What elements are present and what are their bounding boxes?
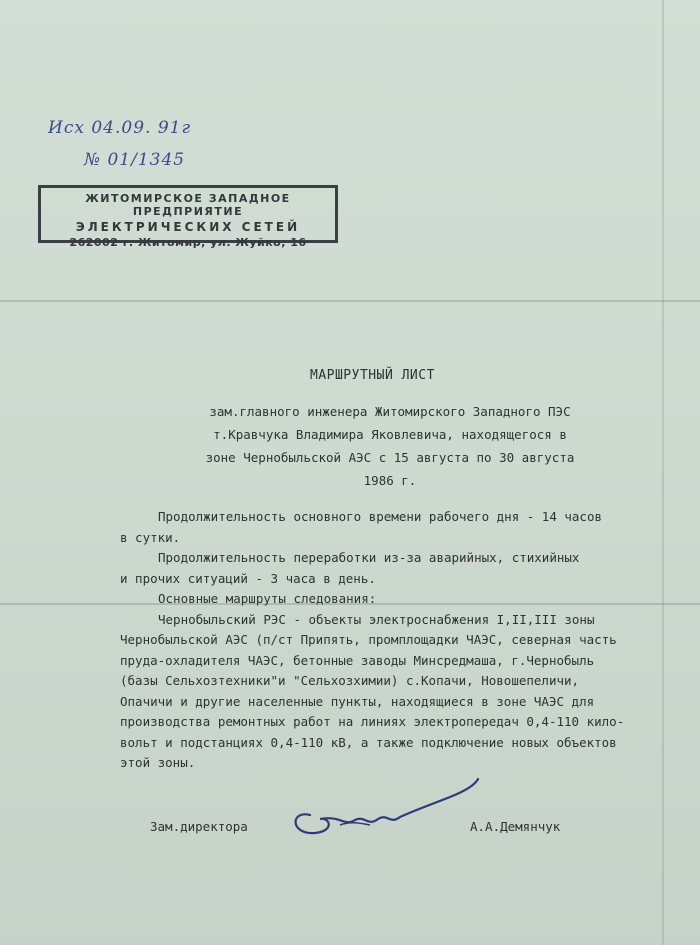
subtitle-line: т.Кравчука Владимира Яковлевича, находящегося в [213,427,567,442]
signature-name: А.А.Демянчук [470,819,561,834]
body-line: вольт и подстанциях 0,4-110 кВ, а также подключение новых объектов [120,734,617,750]
body-line: Продолжительность переработки из-за аварийных, стихийных [158,550,580,565]
handwritten-date: Исх 04.09. 91г [48,118,192,138]
body-line: Чернобыльский РЭС - объекты электроснабжения I,II,III зоны [158,611,595,627]
organization-stamp [38,185,338,249]
paper-fold [0,300,700,302]
body-line: Чернобыльской АЭС (п/ст Припять, промплощадки ЧАЭС, северная часть [120,632,617,647]
body-line: этой зоны. [120,755,196,770]
handwritten-number: № 01/1345 [84,150,186,170]
stamp-line: 262002 г. Житомир, ул. Жуйко, 16 [69,236,307,249]
document-body [120,507,660,774]
handwritten-signature [280,775,480,845]
stamp-line: ЖИТОМИРСКОЕ ЗАПАДНОЕ ПРЕДПРИЯТИЕ [85,192,291,218]
body-line: Основные маршруты следования: [158,591,377,606]
body-line: пруда-охладителя ЧАЭС, бетонные заводы Минсредмаша, г.Чернобыль [120,652,595,668]
paper-fold [662,0,664,945]
body-line: Опачичи и другие населенные пункты, находящиеся в зоне ЧАЭС для [120,693,595,709]
signature-role: Зам.директора [150,819,248,834]
body-line: в сутки. [120,529,181,545]
body-line: производства ремонтных работ на линиях электропередач 0,4-110 кило- [120,714,625,729]
document-title: МАРШРУТНЫЙ ЛИСТ [310,368,435,383]
subtitle-line: зам.главного инженера Житомирского Западного ПЭС [209,404,571,419]
stamp-line: ЭЛЕКТРИЧЕСКИХ СЕТЕЙ [75,220,301,234]
subtitle-line: зоне Чернобыльской АЭС с 15 августа по 30 августа [205,450,575,465]
body-line: (базы Сельхозтехники"и "Сельхозхимии) с.Копачи, Новошепеличи, [120,673,580,688]
document-subtitle [160,400,620,492]
subtitle-line: 1986 г. [363,473,417,488]
body-line: Продолжительность основного времени рабочего дня - 14 часов [158,509,603,524]
body-line: и прочих ситуаций - 3 часа в день. [120,570,376,586]
